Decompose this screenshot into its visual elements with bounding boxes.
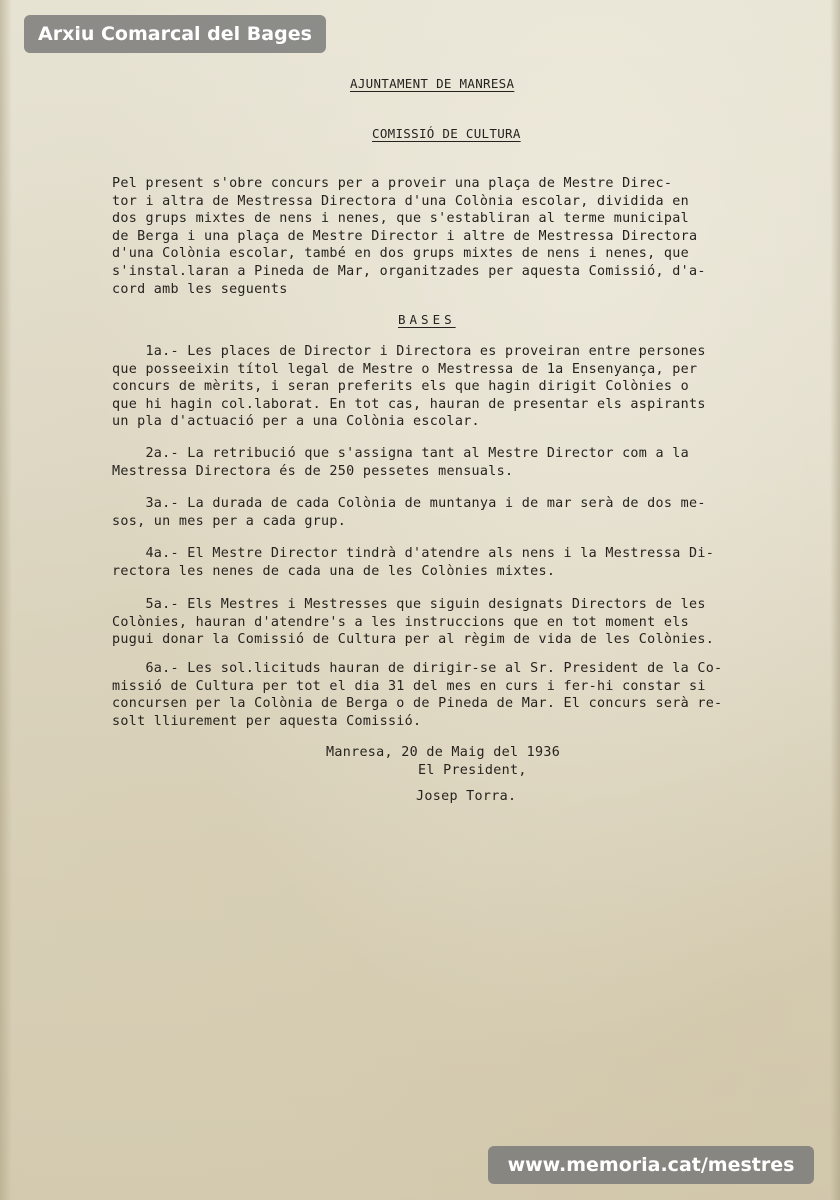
website-watermark: www.memoria.cat/mestres (488, 1146, 814, 1184)
base-4: 4a.- El Mestre Director tindrà d'atendre als nens i la Mestressa Di- rectora les nenes de cada una de les Colònies mixtes. (112, 546, 715, 579)
base-2: 2a.- La retribució que s'assigna tant al Mestre Director com a la Mestressa Directora és de 250 pessetes mensuals. (112, 446, 689, 479)
base-6: 6a.- Les sol.licituds hauran de dirigir-se al Sr. President de la Co- missió de Cultura per tot el dia 31 del mes en curs i fer-hi constar si concursen per la Colònia de Berga o de Pineda de Mar. El concurs serà re- solt lliurement per aquesta Comissió. (112, 661, 723, 729)
paper-shadow-right (830, 0, 840, 1200)
base-1: 1a.- Les places de Director i Directora es proveiran entre persones que posseeixin títol legal de Mestre o Mestressa de 1a Ensenyança, per concurs de mèrits, i seran preferits els que hagin dirigit Colònies o que hi hagin col.laborat. En tot cas, hauran de presentar els aspirants un pla d'actuació per a una Colònia escolar. (112, 344, 706, 430)
base-3: 3a.- La durada de cada Colònia de muntanya i de mar serà de dos me- sos, un mes per a cada grup. (112, 496, 706, 529)
archive-watermark: Arxiu Comarcal del Bages (24, 15, 326, 53)
bases-title: BASES (398, 312, 456, 327)
signature-name: Josep Torra. (416, 789, 517, 804)
signature-place-date: Manresa, 20 de Maig del 1936 (326, 745, 561, 760)
signature-role: El President, (418, 763, 527, 778)
base-5: 5a.- Els Mestres i Mestresses que siguin designats Directors de les Colònies, hauran d'atendre's a les instruccions que en tot moment els pugui donar la Comissió de Cultura per al règim de vida de les Colònies. (112, 597, 715, 648)
document-subheader: COMISSIÓ DE CULTURA (372, 126, 521, 141)
document-header: AJUNTAMENT DE MANRESA (350, 76, 515, 91)
intro-paragraph: Pel present s'obre concurs per a proveir una plaça de Mestre Direc- tor i altra de Mestressa Directora d'una Colònia escolar, dividida en dos grups mixtes de nens i nenes, que s'establiran al terme municipal de Berga i una plaça de Mestre Director i altre de Mestressa Directora d'una Colònia escolar, també en dos grups mixtes de nens i nenes, que s'instal.laran a Pineda de Mar, organitzades per aquesta Comissió, d'a- cord amb les seguents (112, 176, 706, 297)
paper-shadow-left (0, 0, 12, 1200)
